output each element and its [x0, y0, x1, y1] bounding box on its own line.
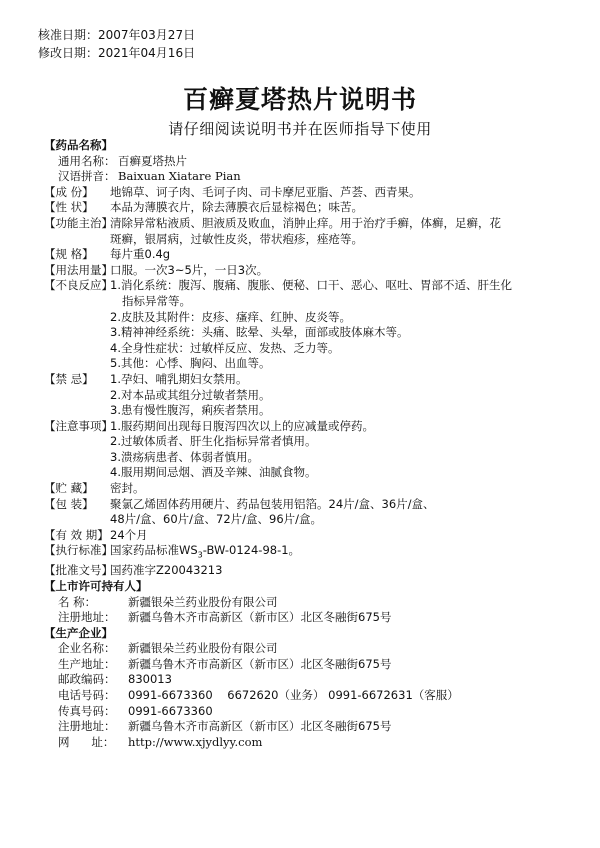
leaflet-body [44, 138, 584, 750]
adverse-item: 3.精神神经系统：头痛、眩晕、头晕，面部或肢体麻木等。 [110, 325, 409, 340]
package-line-2: 48片/盒、60片/盒、72片/盒、96片/盒。 [110, 512, 323, 527]
character-value: 本品为薄膜衣片，除去薄膜衣后显棕褐色；味苦。 [110, 200, 363, 215]
caution-item: 3.溃疡病患者、体弱者慎用。 [110, 449, 259, 464]
web-label: 网 址： [58, 734, 115, 749]
maker-name-label: 企业名称： [58, 641, 116, 656]
caution-item: 1.服药期间出现每日腹泻四次以上的应减量或停药。 [110, 418, 374, 433]
reg-addr-label: 注册地址： [58, 719, 116, 734]
generic-name-label: 通用名称： [58, 153, 116, 168]
zip-row [44, 672, 584, 688]
generic-name-row [44, 154, 584, 170]
approval-row [44, 563, 584, 579]
maker-name-row [44, 641, 584, 657]
character-label: 【性 状】 [44, 200, 94, 215]
maker-addr-row [44, 657, 584, 673]
pinyin-row [44, 169, 584, 185]
fax-value: 0991-6673360 [128, 703, 213, 718]
standard-label: 【执行标准】 [44, 543, 113, 558]
indication-label: 【功能主治】 [44, 215, 113, 230]
usage-label: 【用法用量】 [44, 262, 113, 277]
revision-date: 修改日期：2021年04月16日 [38, 46, 196, 60]
adverse-item: 5.其他：心悸、胸闷、出血等。 [110, 356, 271, 371]
standard-suffix: -BW-0124-98-1。 [202, 543, 301, 558]
fax-row [44, 704, 584, 720]
adverse-row [44, 278, 584, 294]
caution-row [44, 419, 584, 435]
adverse-item: 2.皮肤及其附件：皮疹、瘙痒、红肿、皮炎等。 [110, 309, 351, 324]
standard-value [110, 543, 584, 563]
contra-item: 2.对本品或其组分过敏者禁用。 [110, 387, 271, 402]
package-label: 【包 装】 [44, 496, 94, 511]
validity-value: 24个月 [110, 527, 148, 542]
holder-header: 【上市许可持有人】 [44, 578, 148, 593]
character-row [44, 200, 584, 216]
holder-name-row [44, 595, 584, 611]
phone-value: 0991-6673360 6672620（业务） 0991-6672631（客服） [128, 688, 459, 703]
phone-label: 电话号码： [58, 688, 116, 703]
caution-item: 4.服用期间忌烟、酒及辛辣、油腻食物。 [110, 465, 317, 480]
caution-label: 【注意事项】 [44, 418, 113, 433]
approval-date: 核准日期：2007年03月27日 [38, 28, 196, 42]
maker-addr-label: 生产地址： [58, 656, 116, 671]
page-title: 百癣夏塔热片说明书 [182, 85, 417, 114]
package-row [44, 497, 584, 513]
standard-subscript: 3 [197, 550, 203, 560]
web-row [44, 735, 584, 751]
contra-row [44, 372, 584, 388]
spec-label: 【规 格】 [44, 247, 94, 262]
holder-addr-value: 新疆乌鲁木齐市高新区（新市区）北区冬融街675号 [128, 610, 392, 625]
phone-row [44, 688, 584, 704]
composition-label: 【成 份】 [44, 184, 94, 199]
web-value[interactable]: http://www.xjydlyy.com [128, 734, 263, 749]
usage-row [44, 263, 584, 279]
spec-row [44, 247, 584, 263]
adverse-item: 指标异常等。 [122, 293, 191, 308]
reg-addr-value: 新疆乌鲁木齐市高新区（新市区）北区冬融街675号 [128, 719, 392, 734]
approval-label: 【批准文号】 [44, 563, 113, 578]
contra-item: 1.孕妇、哺乳期妇女禁用。 [110, 371, 248, 386]
pinyin-label: 汉语拼音： [58, 169, 116, 184]
zip-label: 邮政编码： [58, 672, 116, 687]
indication-line-1: 清除异常粘液质、胆液质及败血，消肿止痒。用于治疗手癣，体癣，足癣，花 [110, 215, 501, 230]
holder-name-label: 名 称： [58, 594, 97, 609]
maker-addr-value: 新疆乌鲁木齐市高新区（新市区）北区冬融街675号 [128, 656, 392, 671]
storage-value: 密封。 [110, 481, 145, 496]
holder-addr-label: 注册地址： [58, 610, 116, 625]
holder-name-value: 新疆银朵兰药业股份有限公司 [128, 594, 278, 609]
contra-item: 3.患有慢性腹泻，痢疾者禁用。 [110, 403, 271, 418]
maker-name-value: 新疆银朵兰药业股份有限公司 [128, 641, 278, 656]
generic-name-value: 百癣夏塔热片 [118, 153, 187, 168]
spec-value: 每片重0.4g [110, 247, 171, 262]
approval-value: 国药准字Z20043213 [110, 563, 223, 578]
standard-prefix: 国家药品标准WS [110, 543, 198, 558]
package-line-1: 聚氯乙烯固体药用硬片、药品包装用铝箔。24片/盒、36片/盒、 [110, 496, 435, 511]
contra-label: 【禁 忌】 [44, 371, 94, 386]
adverse-label: 【不良反应】 [44, 278, 113, 293]
holder-addr-row [44, 610, 584, 626]
usage-value: 口服。一次3~5片，一日3次。 [110, 262, 269, 277]
zip-value: 830013 [128, 672, 172, 687]
indication-line-2: 斑癣，银屑病，过敏性皮炎，带状疱疹，痤疮等。 [110, 231, 363, 246]
storage-row [44, 481, 584, 497]
standard-row [44, 543, 584, 563]
composition-row [44, 185, 584, 201]
composition-value: 地锦草、诃子肉、毛诃子肉、司卡摩尼亚脂、芦荟、西青果。 [110, 184, 421, 199]
drug-name-header: 【药品名称】 [44, 138, 113, 152]
adverse-item: 4.全身性症状：过敏样反应、发热、乏力等。 [110, 340, 340, 355]
validity-row [44, 528, 584, 544]
validity-label: 【有 效 期】 [44, 527, 109, 542]
fax-label: 传真号码： [58, 703, 116, 718]
indication-row [44, 216, 584, 232]
adverse-item: 1.消化系统：腹泻、腹痛、腹胀、便秘、口干、恶心、呕吐、胃部不适、肝生化 [110, 278, 512, 293]
pinyin-value: Baixuan Xiatare Pian [118, 169, 241, 184]
page-subtitle: 请仔细阅读说明书并在医师指导下使用 [168, 120, 432, 138]
reg-addr-row [44, 719, 584, 735]
maker-header: 【生产企业】 [44, 625, 113, 640]
caution-item: 2.过敏体质者、肝生化指标异常者慎用。 [110, 434, 317, 449]
storage-label: 【贮 藏】 [44, 481, 94, 496]
